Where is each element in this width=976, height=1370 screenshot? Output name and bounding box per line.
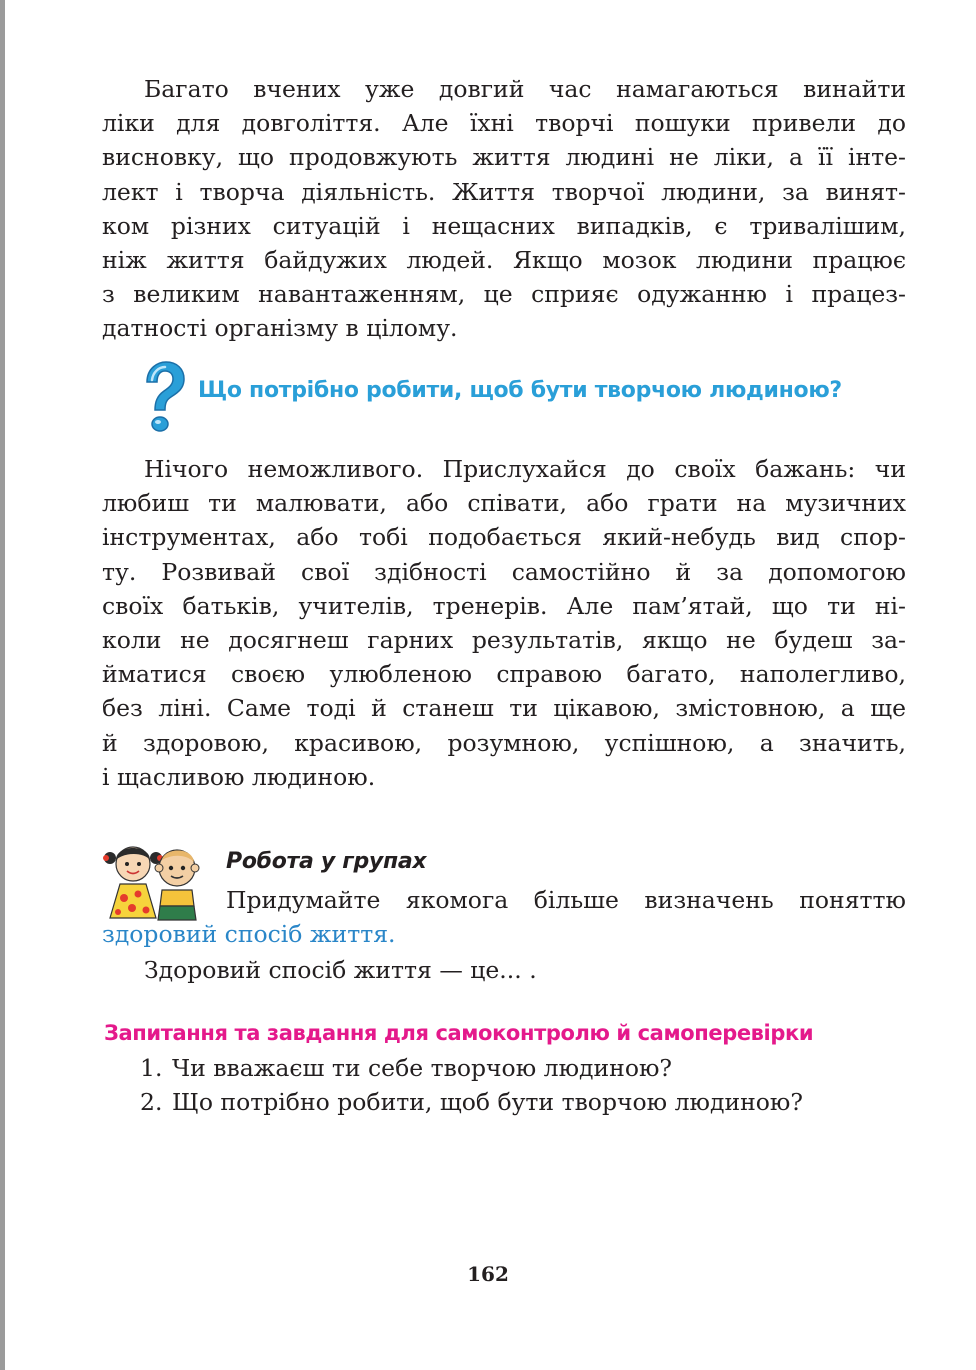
paragraph-line: ту. Розвивай свої здібності самостійно й за допомогою (102, 557, 906, 586)
self-check-title: Запитання та завдання для самоконтролю й самоперевірки (104, 1021, 814, 1045)
paragraph-line: ком різних ситуацій і нещасних випадків, є тривалішим, (102, 211, 906, 240)
paragraph-line: Багато вчених уже довгий час намагаються винайти (144, 75, 906, 103)
paragraph-line: своїх батьків, учителів, тренерів. Але пам’ятай, що ти ні- (102, 591, 906, 620)
question-mark-icon (138, 360, 186, 438)
paragraph-line: висновку, що продовжують життя людині не ліки, а її інте- (102, 143, 906, 172)
question-text: Що потрібно робити, щоб бути творчою людиною? (172, 1088, 803, 1117)
paragraph-line: любиш ти малювати, або співати, або грати на музичних (102, 489, 906, 518)
paragraph-line: інструментах, або тобі подобається який-небудь вид спор- (102, 523, 906, 552)
question-text: Чи вважаєш ти себе творчою людиною? (172, 1054, 673, 1082)
self-check-questions (140, 1051, 803, 1119)
group-work-title: Робота у групах (226, 849, 427, 874)
paragraph-line: йматися своєю улюбленою справою багато, наполегливо, (102, 660, 906, 689)
list-item (140, 1085, 803, 1119)
paragraph-answer (102, 452, 906, 794)
question-number: 2. (140, 1088, 163, 1117)
question-number: 1. (140, 1054, 163, 1082)
list-item (140, 1051, 803, 1085)
page-number: 162 (467, 1262, 509, 1286)
paragraph-line: без ліні. Саме тоді й станеш ти цікавою, змістовною, а ще (102, 694, 906, 723)
group-work-term: здоровий спосіб життя. (102, 920, 396, 948)
paragraph-line: ніж життя байдужих людей. Якщо мозок людини працює (102, 245, 906, 274)
group-work-definition: Здоровий спосіб життя — це... . (144, 956, 537, 984)
children-icon (102, 840, 212, 922)
paragraph-line: і щасливою людиною. (102, 762, 376, 791)
group-work-task: Придумайте якомога більше визначень поняттю (226, 886, 906, 914)
paragraph-line: ліки для довголіття. Але їхні творчі пошуки привели до (102, 109, 906, 138)
paragraph-line: датності організму в цілому. (102, 314, 458, 343)
paragraph-line: Нічого неможливого. Прислухайся до своїх бажань: чи (144, 455, 906, 483)
paragraph-line: з великим навантаженням, це сприяє одужанню і працез- (102, 280, 906, 309)
page-edge (0, 0, 5, 1370)
paragraph-longevity (102, 72, 906, 346)
paragraph-line: коли не досягнеш гарних результатів, якщо не будеш за- (102, 625, 906, 654)
question-heading: Що потрібно робити, щоб бути творчою людиною? (198, 378, 842, 403)
paragraph-line: й здоровою, красивою, розумною, успішною, а значить, (102, 728, 906, 757)
paragraph-line: лект і творча діяльність. Життя творчої людини, за винят- (102, 177, 906, 206)
